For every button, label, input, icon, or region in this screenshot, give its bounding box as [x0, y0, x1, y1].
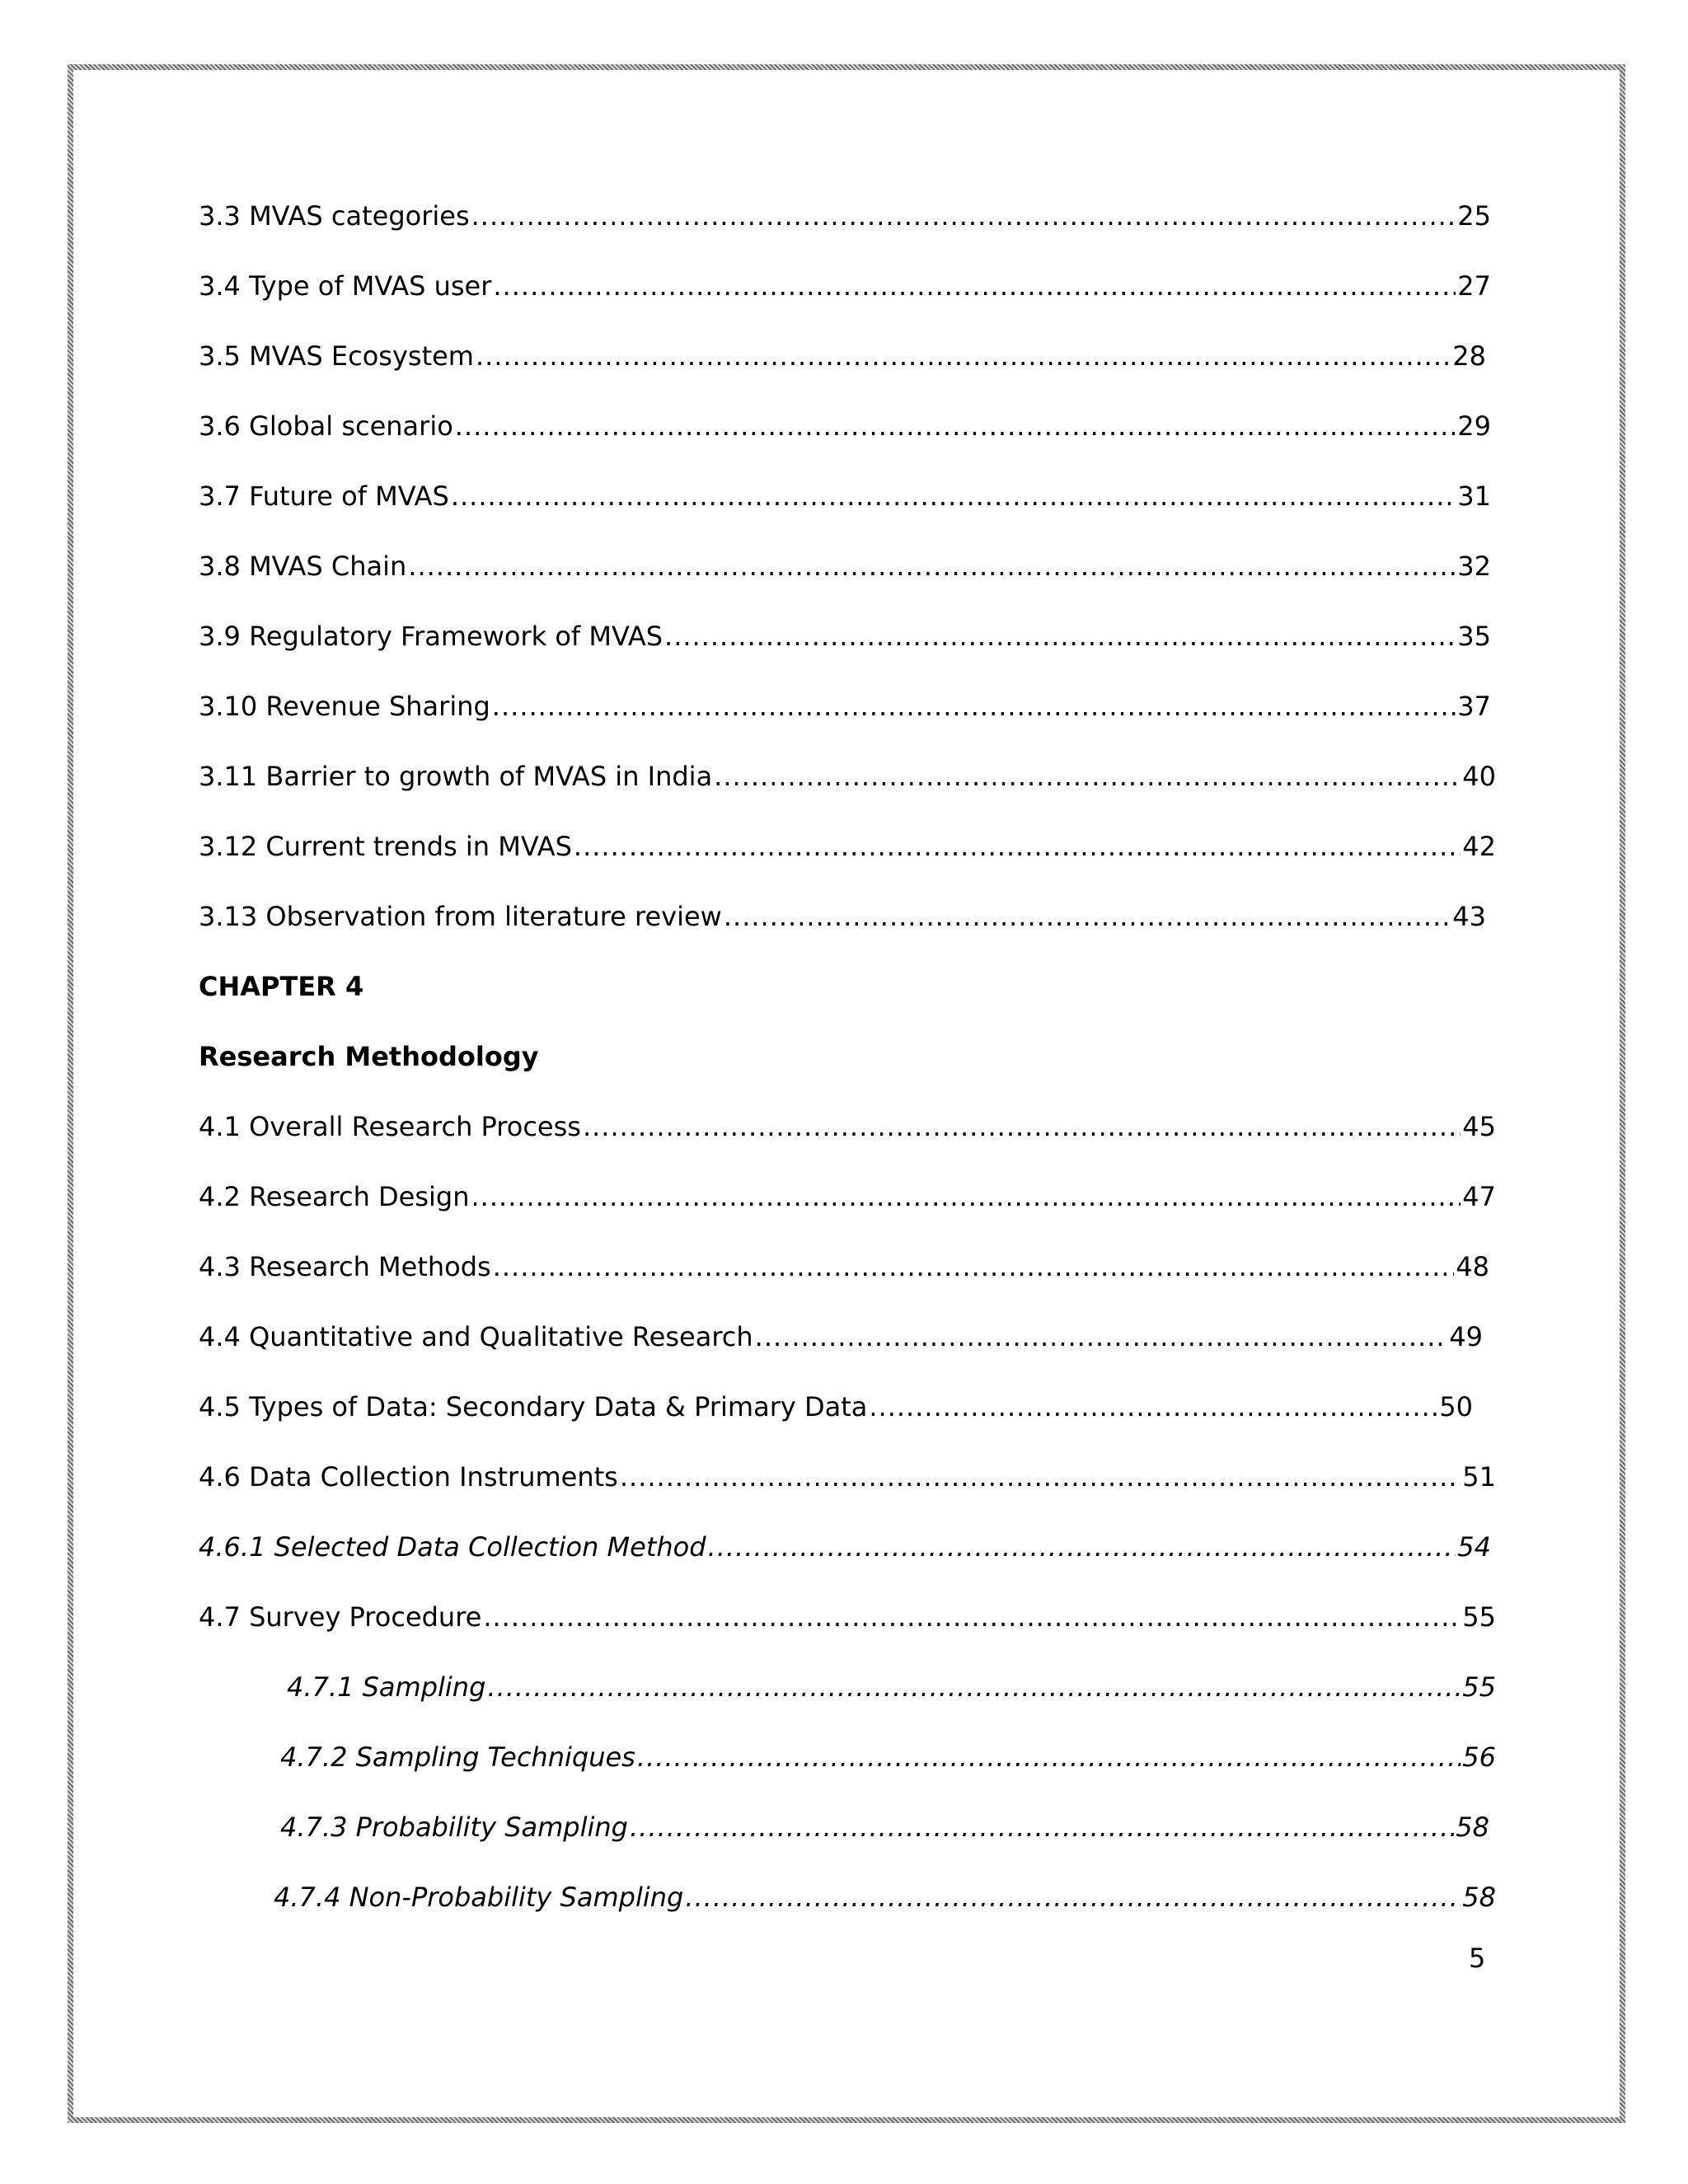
toc-leader-dots: [487, 1671, 1461, 1704]
page-number: 5: [1469, 1943, 1486, 1974]
toc-entry[interactable]: [199, 690, 1491, 723]
toc-entry-label: 3.5 MVAS Ecosystem: [199, 340, 474, 372]
toc-leader-dots: [583, 1110, 1461, 1143]
toc-leader-dots: [869, 1390, 1437, 1423]
toc-leader-dots: [493, 1250, 1455, 1283]
toc-entry-label: 4.5 Types of Data: Secondary Data & Primary Data: [199, 1391, 868, 1422]
toc-entry[interactable]: [199, 830, 1496, 863]
toc-entry-page: 31: [1457, 480, 1491, 512]
toc-leader-dots: [476, 340, 1451, 373]
toc-leader-dots: [492, 690, 1456, 723]
toc-leader-dots: [685, 1881, 1461, 1914]
toc-leader-dots: [471, 199, 1456, 232]
toc-entry[interactable]: [199, 410, 1491, 443]
toc-entry-page: 50: [1439, 1391, 1473, 1422]
toc-entry-label: 4.7.1 Sampling: [287, 1671, 486, 1703]
toc-leader-dots: [483, 1601, 1461, 1633]
toc-leader-dots: [620, 1460, 1461, 1493]
toc-leader-dots: [708, 1530, 1456, 1563]
toc-entry-page: 47: [1462, 1181, 1496, 1212]
toc-leader-dots: [714, 760, 1461, 793]
toc-entry[interactable]: [274, 1881, 1496, 1914]
toc-leader-dots: [408, 550, 1456, 583]
toc-entry[interactable]: [199, 550, 1491, 583]
toc-entry-page: 51: [1462, 1461, 1496, 1493]
toc-entry-label: 4.6.1 Selected Data Collection Method: [199, 1531, 706, 1563]
toc-leader-dots: [493, 269, 1456, 302]
toc-entry-page: 49: [1449, 1321, 1483, 1352]
toc-entry[interactable]: [199, 1110, 1496, 1143]
toc-entry-label: 3.8 MVAS Chain: [199, 551, 407, 582]
toc-leader-dots: [574, 830, 1461, 863]
toc-entry[interactable]: [280, 1741, 1496, 1774]
toc-entry-label: 4.7.3 Probability Sampling: [280, 1811, 628, 1843]
toc-entry[interactable]: [199, 1601, 1496, 1633]
chapter-title: Research Methodology: [199, 1041, 539, 1072]
toc-entry-page: 40: [1462, 761, 1496, 792]
toc-entry-label: 4.7.2 Sampling Techniques: [280, 1741, 635, 1773]
toc-entry-page: 27: [1457, 270, 1491, 302]
toc-entry[interactable]: [199, 1180, 1496, 1213]
chapter-heading: CHAPTER 4: [199, 971, 364, 1002]
toc-entry-label: 4.7 Survey Procedure: [199, 1601, 482, 1633]
toc-leader-dots: [724, 900, 1451, 933]
toc-entry-label: 4.4 Quantitative and Qualitative Research: [199, 1321, 753, 1352]
toc-entry-label: 4.2 Research Design: [199, 1181, 470, 1212]
toc-entry[interactable]: [199, 1460, 1496, 1493]
toc-entry[interactable]: [199, 620, 1491, 653]
toc-entry-label: 3.3 MVAS categories: [199, 200, 470, 232]
toc-entry[interactable]: [199, 199, 1491, 232]
toc-entry-page: 25: [1457, 200, 1491, 232]
toc-entry-label: 3.9 Regulatory Framework of MVAS: [199, 621, 663, 652]
toc-leader-dots: [755, 1320, 1448, 1353]
toc-entry-page: 55: [1462, 1671, 1496, 1703]
toc-entry[interactable]: [280, 1811, 1489, 1844]
toc-entry-page: 55: [1462, 1601, 1496, 1633]
toc-entry[interactable]: [199, 1320, 1483, 1353]
toc-entry-label: 4.6 Data Collection Instruments: [199, 1461, 618, 1493]
toc-leader-dots: [630, 1811, 1454, 1844]
toc-entry-label: 3.10 Revenue Sharing: [199, 691, 490, 722]
toc-entry-page: 35: [1457, 621, 1491, 652]
toc-entry-page: 43: [1452, 901, 1486, 932]
toc-entry[interactable]: [199, 1530, 1491, 1563]
toc-entry-page: 58: [1462, 1882, 1496, 1913]
toc-leader-dots: [471, 1180, 1461, 1213]
toc-entry-page: 45: [1462, 1111, 1496, 1142]
toc-entry-page: 54: [1457, 1531, 1491, 1563]
toc-entry[interactable]: [199, 1250, 1489, 1283]
toc-entry[interactable]: [199, 480, 1491, 513]
toc-entry[interactable]: [199, 900, 1486, 933]
toc-leader-dots: [451, 480, 1456, 513]
toc-entry-page: 42: [1462, 831, 1496, 862]
toc-entry-label: 3.13 Observation from literature review: [199, 901, 722, 932]
toc-entry-label: 3.12 Current trends in MVAS: [199, 831, 572, 862]
toc-leader-dots: [664, 620, 1456, 653]
toc-entry-page: 48: [1456, 1251, 1489, 1282]
toc-entry-label: 4.3 Research Methods: [199, 1251, 491, 1282]
toc-entry[interactable]: [287, 1671, 1496, 1704]
toc-entry[interactable]: [199, 760, 1496, 793]
toc-entry-page: 28: [1452, 340, 1486, 372]
toc-entry[interactable]: [199, 340, 1486, 373]
toc-leader-dots: [637, 1741, 1461, 1774]
toc-entry[interactable]: [199, 1390, 1473, 1423]
toc-entry-label: 4.1 Overall Research Process: [199, 1111, 581, 1142]
toc-entry-label: 3.4 Type of MVAS user: [199, 270, 492, 302]
toc-entry-page: 56: [1462, 1741, 1496, 1773]
toc-entry-page: 58: [1456, 1811, 1489, 1843]
toc-entry-page: 29: [1457, 410, 1491, 442]
toc-entry-label: 4.7.4 Non-Probability Sampling: [274, 1882, 684, 1913]
toc-entry-label: 3.11 Barrier to growth of MVAS in India: [199, 761, 713, 792]
toc-leader-dots: [455, 410, 1456, 443]
toc-entry-label: 3.6 Global scenario: [199, 410, 453, 442]
toc-entry-page: 32: [1457, 551, 1491, 582]
toc-entry-page: 37: [1457, 691, 1491, 722]
toc-entry-label: 3.7 Future of MVAS: [199, 480, 449, 512]
toc-entry[interactable]: [199, 269, 1491, 302]
